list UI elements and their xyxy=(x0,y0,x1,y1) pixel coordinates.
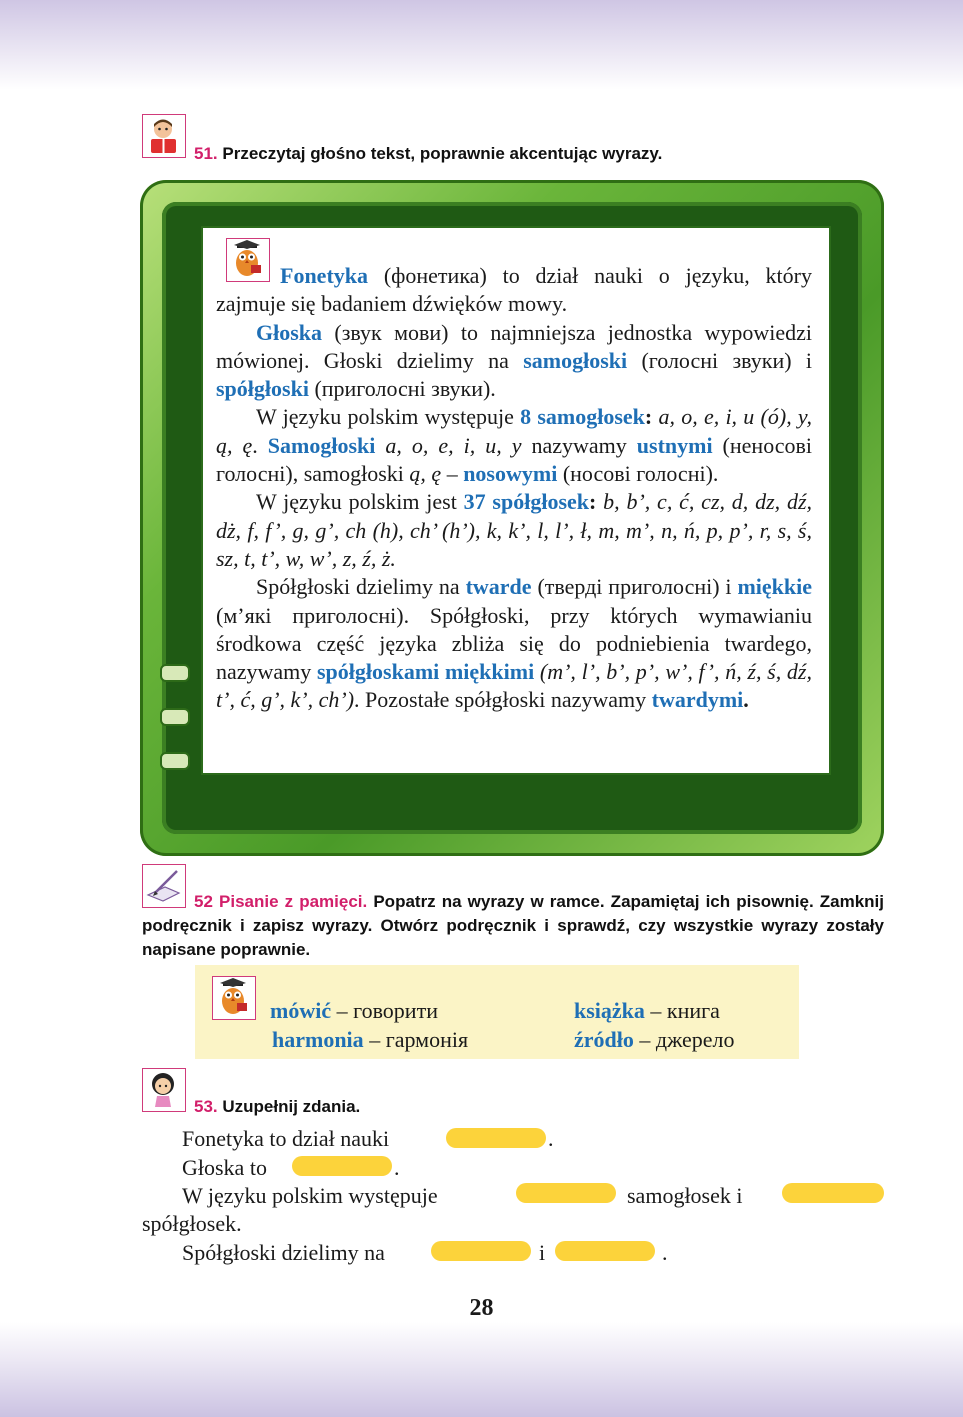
sentence-4: Spółgłoski dzielimy na xyxy=(182,1240,385,1265)
answer-blank[interactable] xyxy=(782,1183,884,1203)
text: (м’які приголосні). Spółgłoski, przy których wymawianiu środkowa część języka zbliża się do podniebienia twardego, nazywamy xyxy=(216,602,812,685)
text: nazywamy xyxy=(521,432,637,458)
keyword: miękkie xyxy=(737,574,812,600)
text: (звук мови) to najmniejsza jednostka wypowiedzi mówionej. Głoski dzielimy na xyxy=(216,319,812,373)
vocab-item xyxy=(574,998,720,1024)
task-number: 52 xyxy=(194,892,213,911)
girl-icon xyxy=(142,1068,186,1112)
task-53-instruction xyxy=(194,1097,360,1117)
board-nub xyxy=(160,664,190,682)
keyword: spółgłoski xyxy=(216,376,309,402)
answer-blank[interactable] xyxy=(292,1156,392,1176)
keyword: spółgłoskami miękkimi xyxy=(317,659,535,685)
letters: ą, ę xyxy=(409,461,442,487)
text: W języku polskim jest xyxy=(256,489,464,515)
keyword: Głoska xyxy=(256,319,323,345)
sentence-1-end: . xyxy=(548,1126,554,1151)
translation: – говорити xyxy=(331,998,438,1023)
sentence-1: Fonetyka to dział nauki xyxy=(182,1126,390,1151)
answer-blank[interactable] xyxy=(516,1183,616,1203)
vocab-item xyxy=(270,998,438,1024)
paragraph-fonetyka xyxy=(216,262,812,319)
sentence-2: Głoska to xyxy=(182,1155,267,1180)
text: (носові голосні). xyxy=(557,461,719,487)
sentence-4-end: . xyxy=(662,1240,668,1265)
keyword: nosowymi xyxy=(463,461,558,487)
text: : xyxy=(589,489,597,515)
text: : xyxy=(644,404,653,430)
task-title: Pisanie z pamięci. xyxy=(219,892,368,911)
letters: a, o, e, i, u (ó), y, ą, ę xyxy=(216,404,812,458)
letters: a, o, e, i, u, y xyxy=(375,432,522,458)
keyword: ustnymi xyxy=(636,432,713,458)
text: . Pozostałe spółgłoski nazywamy xyxy=(354,687,652,713)
letters: (m’, l’, b’, p’, w’, f’, ń, ź, ś, dź, t’, ć, g’, k’, ch’) xyxy=(216,659,812,713)
paragraph-samogloski xyxy=(216,403,812,488)
keyword: twarde xyxy=(465,574,532,600)
polish-word: harmonia xyxy=(272,1027,364,1052)
text: (фонетика) to dział nauki o języku, który zajmuje się badaniem dźwięków mowy. xyxy=(216,263,812,317)
professor-owl-icon xyxy=(212,976,256,1020)
text: – xyxy=(441,461,464,487)
sentence-3-end: spółgłosek. xyxy=(142,1211,242,1236)
page-number: 28 xyxy=(469,1295,494,1321)
polish-word: mówić xyxy=(270,998,332,1023)
translation: – гармонія xyxy=(363,1027,469,1052)
letters: b, b’, c, ć, cz, d, dz, dź, dż, f, f’, g, g’, ch (h), ch’ (h’), k, k’, l, l’, ł, m, m’, n, ń, p, p’, r, s, ś, sz, t, t’, w, w’, z, ź, ż. xyxy=(216,489,813,571)
text: (тверді приголосні) i xyxy=(531,574,738,600)
keyword: Samogłoski xyxy=(267,432,376,458)
translation: – джерело xyxy=(633,1027,735,1052)
polish-word: książka xyxy=(574,998,645,1023)
sentence-3: W języku polskim występuje xyxy=(182,1183,438,1208)
vocab-item xyxy=(574,1027,735,1053)
text: Spółgłoski dzielimy na xyxy=(256,574,466,600)
task-text: Uzupełnij zdania. xyxy=(222,1097,361,1116)
vocab-item xyxy=(272,1027,468,1053)
keyword: 8 samogłosek xyxy=(520,404,645,430)
paragraph-twarde-miekkie xyxy=(216,573,812,714)
task-52-instruction xyxy=(142,890,884,962)
board-nub xyxy=(160,708,190,726)
board-rule-text xyxy=(216,262,812,715)
answer-blank[interactable] xyxy=(431,1241,531,1261)
text: (неносові голосні), samogłoski xyxy=(216,432,813,487)
sentence-3-mid: samogłosek i xyxy=(627,1183,743,1208)
task-text: Popatrz na wyrazy w ramce. Zapamiętaj ich pisownię. Zamknij podręcznik i zapisz wyrazy. Otwórz podręcznik i sprawdź, czy wszystkie wyrazy zostały napisane poprawnie. xyxy=(142,892,884,959)
task-51-instruction xyxy=(194,144,662,164)
paragraph-gloska xyxy=(216,319,812,404)
reading-child-icon xyxy=(142,114,186,158)
keyword: twardymi xyxy=(651,687,744,713)
answer-blank[interactable] xyxy=(446,1128,546,1148)
board-nub xyxy=(160,752,190,770)
sentence-4-mid: i xyxy=(539,1240,546,1265)
text: (приголосні звуки). xyxy=(308,376,496,402)
text: (голосні звуки) i xyxy=(627,347,813,373)
text: . xyxy=(743,687,749,713)
paragraph-spolgloski xyxy=(216,488,812,573)
polish-word: źródło xyxy=(574,1027,634,1052)
task-text: Przeczytaj głośno tekst, poprawnie akcentując wyrazy. xyxy=(222,144,663,163)
task-number: 51. xyxy=(194,144,218,163)
text: . xyxy=(252,432,268,458)
text: W języku polskim występuje xyxy=(256,404,521,430)
translation: – книга xyxy=(644,998,720,1023)
bottom-decorative-band xyxy=(0,1322,963,1417)
keyword: Fonetyka xyxy=(280,263,368,288)
keyword: samogłoski xyxy=(523,347,628,373)
sentence-2-end: . xyxy=(394,1155,400,1180)
keyword: 37 spółgłosek xyxy=(463,489,590,515)
task-number: 53. xyxy=(194,1097,218,1116)
answer-blank[interactable] xyxy=(555,1241,655,1261)
top-decorative-band xyxy=(0,0,963,90)
